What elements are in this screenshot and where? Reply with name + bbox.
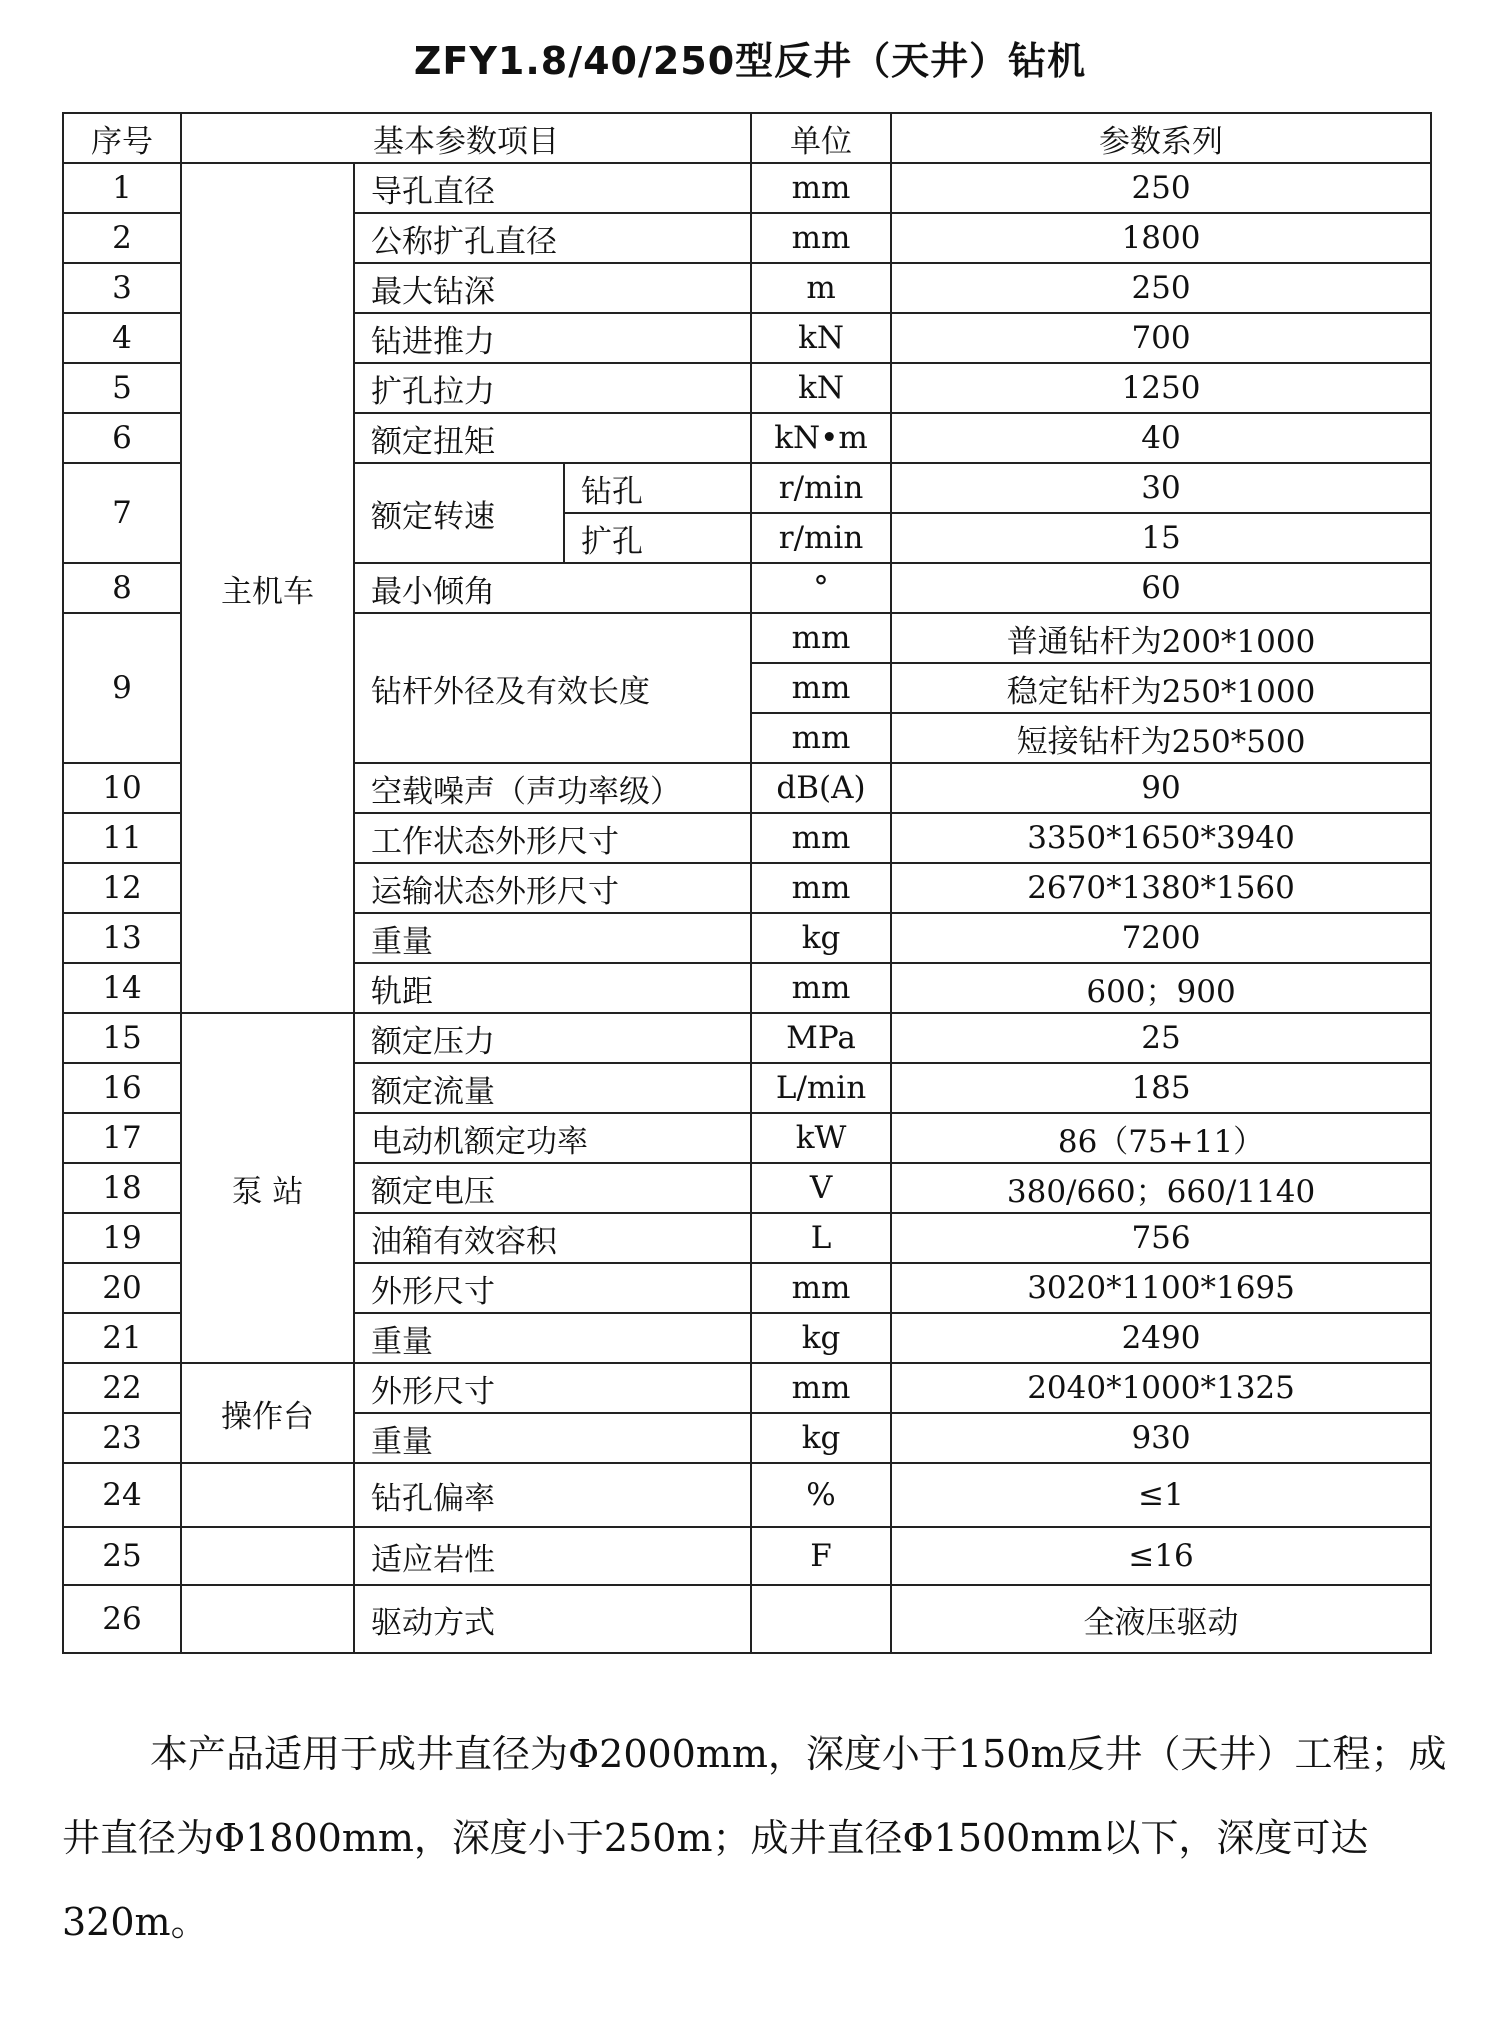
row-value: 380/660；660/1140 bbox=[891, 1163, 1431, 1213]
row-no: 7 bbox=[63, 463, 181, 563]
row-unit: mm bbox=[751, 863, 891, 913]
header-unit: 单位 bbox=[751, 113, 891, 163]
row-value: 90 bbox=[891, 763, 1431, 813]
table-row bbox=[63, 1363, 1431, 1413]
row-no: 8 bbox=[63, 563, 181, 613]
row-unit: mm bbox=[751, 613, 891, 663]
row-no: 19 bbox=[63, 1213, 181, 1263]
row-no: 5 bbox=[63, 363, 181, 413]
row-value: 短接钻杆为250*500 bbox=[891, 713, 1431, 763]
row-item: 重量 bbox=[354, 913, 751, 963]
row-item: 钻孔偏率 bbox=[354, 1463, 751, 1527]
row-unit: mm bbox=[751, 813, 891, 863]
row-unit: m bbox=[751, 263, 891, 313]
row-value: 86（75+11） bbox=[891, 1113, 1431, 1163]
row-unit: kN bbox=[751, 313, 891, 363]
row-item: 重量 bbox=[354, 1413, 751, 1463]
row-unit bbox=[751, 1585, 891, 1653]
header-item: 基本参数项目 bbox=[181, 113, 751, 163]
row-value: 185 bbox=[891, 1063, 1431, 1113]
row-item: 外形尺寸 bbox=[354, 1363, 751, 1413]
row-no: 11 bbox=[63, 813, 181, 863]
row-unit: mm bbox=[751, 163, 891, 213]
document-title: ZFY1.8/40/250型反井（天井）钻机 bbox=[413, 39, 1087, 83]
row-item: 运输状态外形尺寸 bbox=[354, 863, 751, 913]
row-unit: mm bbox=[751, 713, 891, 763]
row-no: 12 bbox=[63, 863, 181, 913]
group-main-unit: 主机车 bbox=[181, 163, 354, 1013]
group-empty bbox=[181, 1585, 354, 1653]
row-no: 3 bbox=[63, 263, 181, 313]
row-unit: kN•m bbox=[751, 413, 891, 463]
row-no: 21 bbox=[63, 1313, 181, 1363]
group-empty bbox=[181, 1527, 354, 1585]
row-unit: kW bbox=[751, 1113, 891, 1163]
row-item: 轨距 bbox=[354, 963, 751, 1013]
row-value: 7200 bbox=[891, 913, 1431, 963]
row-no: 22 bbox=[63, 1363, 181, 1413]
row-unit: L bbox=[751, 1213, 891, 1263]
row-subitem: 扩孔 bbox=[564, 513, 751, 563]
row-unit: mm bbox=[751, 213, 891, 263]
row-no: 1 bbox=[63, 163, 181, 213]
group-console: 操作台 bbox=[181, 1363, 354, 1463]
row-item: 电动机额定功率 bbox=[354, 1113, 751, 1163]
table-header-row bbox=[63, 113, 1431, 163]
row-no: 23 bbox=[63, 1413, 181, 1463]
row-no: 17 bbox=[63, 1113, 181, 1163]
row-no: 26 bbox=[63, 1585, 181, 1653]
row-value: 普通钻杆为200*1000 bbox=[891, 613, 1431, 663]
row-item: 油箱有效容积 bbox=[354, 1213, 751, 1263]
row-item: 驱动方式 bbox=[354, 1585, 751, 1653]
row-value: ≤16 bbox=[891, 1527, 1431, 1585]
row-unit: ° bbox=[751, 563, 891, 613]
row-unit: L/min bbox=[751, 1063, 891, 1113]
row-item: 外形尺寸 bbox=[354, 1263, 751, 1313]
row-no: 14 bbox=[63, 963, 181, 1013]
row-no: 25 bbox=[63, 1527, 181, 1585]
description-paragraph: 本产品适用于成井直径为Φ2000mm，深度小于150m反井（天井）工程；成井直径为Φ1800mm，深度小于250m；成井直径Φ1500mm以下，深度可达320m。 bbox=[62, 1732, 1447, 1944]
row-value: 700 bbox=[891, 313, 1431, 363]
row-value: 40 bbox=[891, 413, 1431, 463]
row-unit: MPa bbox=[751, 1013, 891, 1063]
row-value: 600；900 bbox=[891, 963, 1431, 1013]
row-value: 1250 bbox=[891, 363, 1431, 413]
row-subitem: 钻孔 bbox=[564, 463, 751, 513]
row-value: 250 bbox=[891, 163, 1431, 213]
table-row bbox=[63, 1013, 1431, 1063]
row-value: 25 bbox=[891, 1013, 1431, 1063]
row-unit: kg bbox=[751, 913, 891, 963]
row-value: 30 bbox=[891, 463, 1431, 513]
row-value: 稳定钻杆为250*1000 bbox=[891, 663, 1431, 713]
row-item: 额定压力 bbox=[354, 1013, 751, 1063]
row-item: 工作状态外形尺寸 bbox=[354, 813, 751, 863]
row-no: 2 bbox=[63, 213, 181, 263]
row-unit: kg bbox=[751, 1413, 891, 1463]
row-unit: mm bbox=[751, 963, 891, 1013]
row-value: 250 bbox=[891, 263, 1431, 313]
row-item: 扩孔拉力 bbox=[354, 363, 751, 413]
row-unit: mm bbox=[751, 1263, 891, 1313]
row-item: 公称扩孔直径 bbox=[354, 213, 751, 263]
row-item: 额定扭矩 bbox=[354, 413, 751, 463]
row-no: 24 bbox=[63, 1463, 181, 1527]
row-item: 额定流量 bbox=[354, 1063, 751, 1113]
row-unit: kN bbox=[751, 363, 891, 413]
row-item: 额定电压 bbox=[354, 1163, 751, 1213]
row-value: 2040*1000*1325 bbox=[891, 1363, 1431, 1413]
row-value: 3350*1650*3940 bbox=[891, 813, 1431, 863]
row-no: 16 bbox=[63, 1063, 181, 1113]
row-item: 最小倾角 bbox=[354, 563, 751, 613]
row-value: 1800 bbox=[891, 213, 1431, 263]
row-value: 60 bbox=[891, 563, 1431, 613]
row-unit: mm bbox=[751, 663, 891, 713]
row-value: 756 bbox=[891, 1213, 1431, 1263]
row-unit: F bbox=[751, 1527, 891, 1585]
row-no: 18 bbox=[63, 1163, 181, 1213]
row-item: 最大钻深 bbox=[354, 263, 751, 313]
group-empty bbox=[181, 1463, 354, 1527]
row-no: 15 bbox=[63, 1013, 181, 1063]
row-no: 13 bbox=[63, 913, 181, 963]
row-unit: dB(A) bbox=[751, 763, 891, 813]
row-no: 9 bbox=[63, 613, 181, 763]
row-item: 空载噪声（声功率级） bbox=[354, 763, 751, 813]
row-item: 导孔直径 bbox=[354, 163, 751, 213]
row-item: 重量 bbox=[354, 1313, 751, 1363]
row-item: 钻进推力 bbox=[354, 313, 751, 363]
row-value: 2490 bbox=[891, 1313, 1431, 1363]
row-value: 2670*1380*1560 bbox=[891, 863, 1431, 913]
row-value: 930 bbox=[891, 1413, 1431, 1463]
row-no: 20 bbox=[63, 1263, 181, 1313]
row-item: 适应岩性 bbox=[354, 1527, 751, 1585]
row-unit: mm bbox=[751, 1363, 891, 1413]
row-unit: kg bbox=[751, 1313, 891, 1363]
row-item: 额定转速 bbox=[354, 463, 564, 563]
row-value: 全液压驱动 bbox=[891, 1585, 1431, 1653]
spec-table bbox=[62, 112, 1432, 1654]
row-value: 15 bbox=[891, 513, 1431, 563]
row-item: 钻杆外径及有效长度 bbox=[354, 613, 751, 763]
header-no: 序号 bbox=[63, 113, 181, 163]
row-unit: r/min bbox=[751, 513, 891, 563]
row-no: 6 bbox=[63, 413, 181, 463]
row-unit: % bbox=[751, 1463, 891, 1527]
table-row bbox=[63, 163, 1431, 213]
table-row bbox=[63, 1463, 1431, 1527]
row-unit: V bbox=[751, 1163, 891, 1213]
row-value: ≤1 bbox=[891, 1463, 1431, 1527]
row-no: 4 bbox=[63, 313, 181, 363]
row-unit: r/min bbox=[751, 463, 891, 513]
row-value: 3020*1100*1695 bbox=[891, 1263, 1431, 1313]
table-row bbox=[63, 1585, 1431, 1653]
header-value: 参数系列 bbox=[891, 113, 1431, 163]
group-pump-station: 泵 站 bbox=[181, 1013, 354, 1363]
row-no: 10 bbox=[63, 763, 181, 813]
table-row bbox=[63, 1527, 1431, 1585]
